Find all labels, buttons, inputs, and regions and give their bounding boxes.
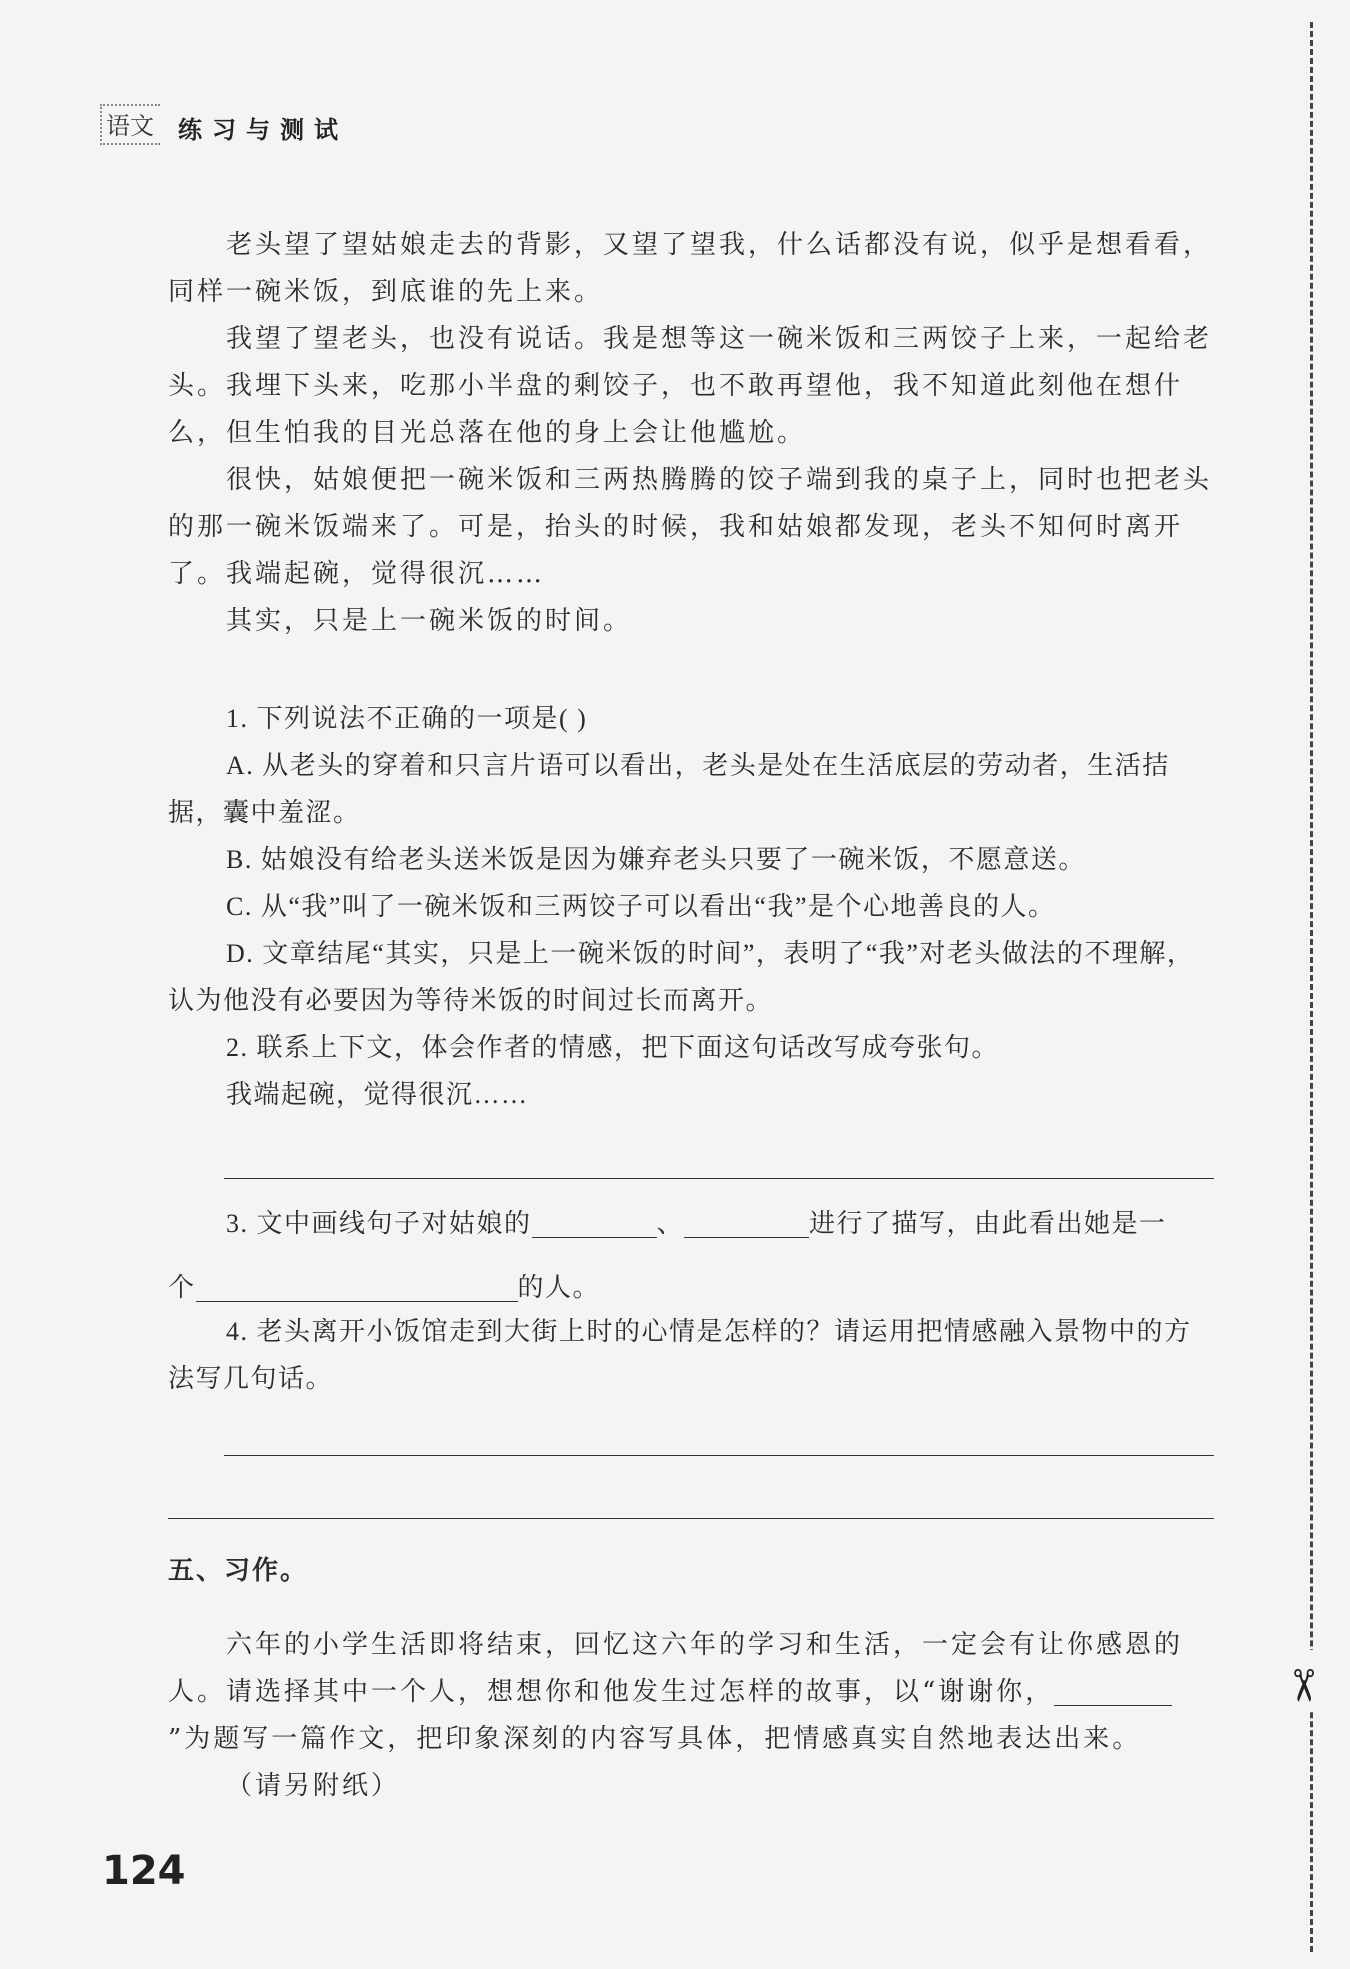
passage-paragraph: 我望了望老头，也没有说话。我是想等这一碗米饭和三两饺子上来，一起给老头。我埋下头来，吃那小半盘的剩饺子，也不敢再望他，我不知道此刻他在想什么，但生怕我的目光总落在他的身上会让他尴尬。 — [168, 324, 1213, 448]
q1-option-c: C. 从“我”叫了一碗米饭和三两饺子可以看出“我”是个心地善良的人。 — [226, 892, 1056, 921]
q4-answer-line-1[interactable] — [224, 1455, 1214, 1456]
q3-blank-3[interactable] — [196, 1271, 518, 1302]
q1-option-d: D. 文章结尾“其实，只是上一碗米饭的时间”，表明了“我”对老头做法的不理解，认为他没有必要因为等待米饭的时间过长而离开。 — [168, 939, 1195, 1015]
page-header — [100, 104, 348, 145]
q1-option-a: A. 从老头的穿着和只言片语可以看出，老头是处在生活底层的劳动者，生活拮据，囊中羞涩。 — [168, 751, 1170, 827]
passage-paragraph: 老头望了望姑娘走去的背影，又望了望我，什么话都没有说，似乎是想看看，同样一碗米饭，到底谁的先上来。 — [168, 230, 1213, 307]
q1-option-b: B. 姑娘没有给老头送米饭是因为嫌弃老头只要了一碗米饭，不愿意送。 — [226, 845, 1086, 874]
subject-label: 语文 — [100, 104, 160, 145]
question-block — [168, 695, 1214, 1118]
q3-text-2: 进行了描写，由此看出她是一 — [809, 1209, 1167, 1238]
section-5-text-2: ”为题写一篇作文，把印象深刻的内容写具体，把情感真实自然地表达出来。 — [168, 1724, 1142, 1754]
q3-text-4: 的人。 — [517, 1273, 601, 1302]
q3-sep: 、 — [656, 1209, 685, 1238]
q3-text-3: 个 — [168, 1273, 196, 1302]
q2-stem: 2. 联系上下文，体会作者的情感，把下面这句话改写成夸张句。 — [226, 1033, 1000, 1062]
q2-answer-line[interactable] — [224, 1178, 1214, 1179]
passage-paragraph: 很快，姑娘便把一碗米饭和三两热腾腾的饺子端到我的桌子上，同时也把老头的那一碗米饭端来了。可是，抬头的时候，我和姑娘都发现，老头不知何时离开了。我端起碗，觉得很沉…… — [168, 465, 1213, 589]
q3-block — [168, 1200, 1214, 1247]
q3-text-1: 3. 文中画线句子对姑娘的 — [226, 1209, 532, 1238]
section-5-text-1: 六年的小学生活即将结束，回忆这六年的学习和生活，一定会有让你感恩的人。请选择其中一个人，想想你和他发生过怎样的故事，以“谢谢你， — [168, 1630, 1184, 1707]
section-5-body — [168, 1622, 1214, 1810]
q3-block-line2 — [168, 1264, 1214, 1311]
section-5-title: 五、习作。 — [168, 1556, 309, 1586]
q1-stem: 1. 下列说法不正确的一项是( ) — [226, 704, 588, 733]
page-number: 124 — [102, 1848, 186, 1894]
q3-blank-2[interactable] — [684, 1207, 809, 1238]
q4-block — [168, 1308, 1214, 1402]
q4-stem: 4. 老头离开小饭馆走到大街上时的心情是怎样的？请运用把情感融入景物中的方法写几句话。 — [168, 1317, 1192, 1393]
section-5-note: （请另附纸） — [226, 1771, 401, 1801]
passage-paragraph: 其实，只是上一碗米饭的时间。 — [226, 606, 633, 636]
book-title: 练习与测试 — [178, 116, 348, 144]
section-5-title-blank[interactable] — [1054, 1675, 1172, 1706]
q3-blank-1[interactable] — [532, 1207, 657, 1238]
q2-sentence: 我端起碗，觉得很沉…… — [226, 1080, 529, 1109]
reading-passage — [168, 222, 1214, 645]
q4-answer-line-2[interactable] — [168, 1518, 1214, 1519]
scissors-icon: ✂ — [1276, 1667, 1328, 1704]
